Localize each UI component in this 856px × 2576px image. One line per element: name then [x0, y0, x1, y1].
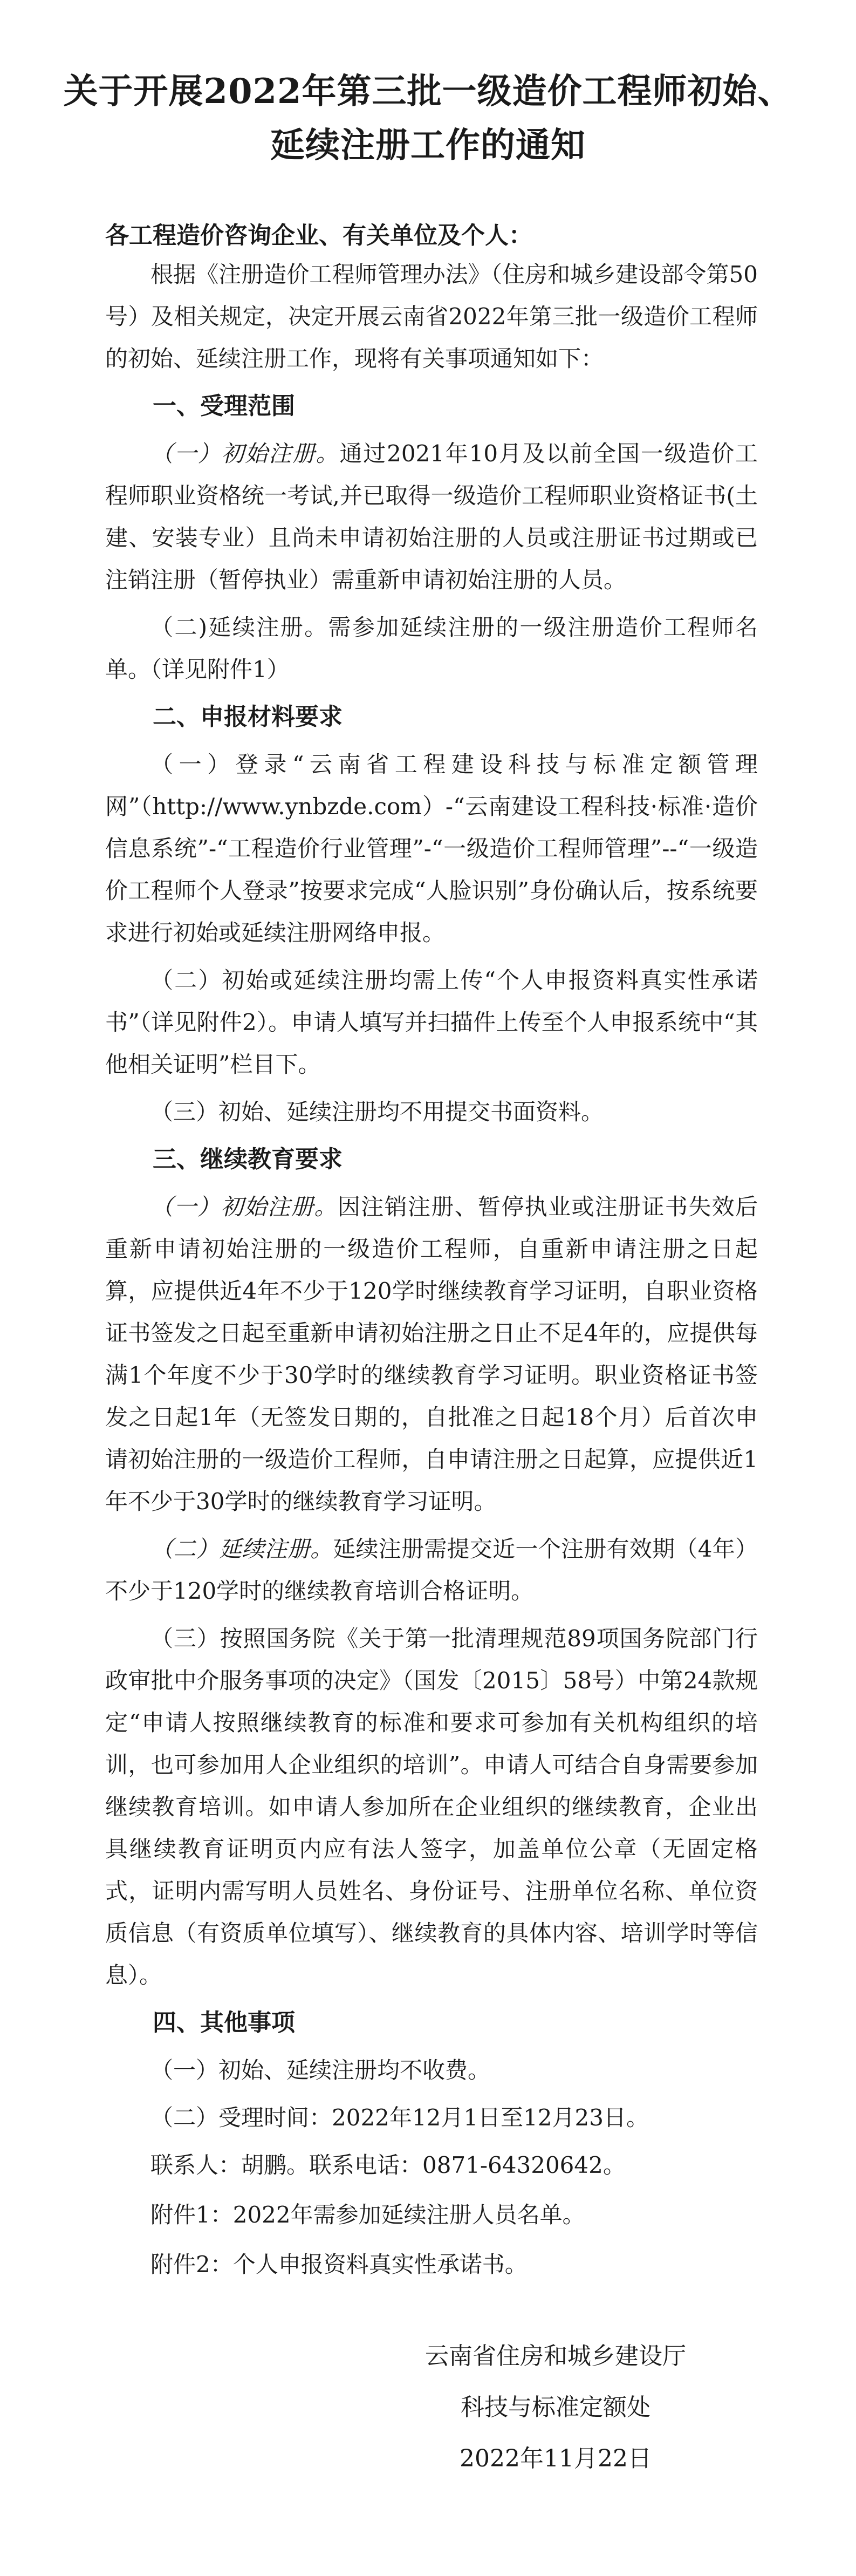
contact-info: 联系人：胡鹏。联系电话：0871-64320642。	[150, 2152, 626, 2178]
section-3-paragraph-2-text: 延续注册需提交近一个注册有效期（4年）不少于120学时的继续教育培训合格证明。	[105, 1536, 758, 1604]
document-title-line-1: 关于开展2022年第三批一级造价工程师初始、	[63, 71, 793, 112]
document-title-line-2: 延续注册工作的通知	[270, 125, 586, 166]
attachment-1: 附件1：2022年需参加延续注册人员名单。	[150, 2202, 585, 2228]
signature-org-2: 科技与标准定额处	[461, 2394, 650, 2421]
section-2-heading: 二、申报材料要求	[153, 703, 343, 731]
section-3-paragraph-3: （三）按照国务院《关于第一批清理规范89项国务院部门行政审批中介服务事项的决定》（国发〔2015〕58号）中第24款规定“申请人按照继续教育的标准和要求可参加有关机构组织的培训，也可参加用人企业组织的培训”。申请人可结合自身需要参加继续教育培训。如申请人参加所在企业组织的继续教育，企业出具继续教育证明页内应有法人签字，加盖单位公章（无固定格式，证明内需写明人员姓名、身份证号、注册单位名称、单位资质信息（有资质单位填写）、继续教育的具体内容、培训学时等信息）。	[105, 1625, 758, 1988]
addressee: 各工程造价咨询企业、有关单位及个人：	[105, 222, 532, 249]
section-1-paragraph-2	[105, 606, 758, 691]
document-body	[105, 254, 758, 2293]
attachment-2: 附件2：个人申报资料真实性承诺书。	[150, 2251, 528, 2278]
section-1-paragraph-1-text: 通过2021年10月及以前全国一级造价工程师职业资格统一考试,并已取得一级造价工程师职业资格证书(土建、安装专业）且尚未申请初始注册的人员或注册证书过期或已注销注册（暂停执业）需重新申请初始注册的人员。	[105, 440, 758, 593]
section-1-paragraph-2-text: 需参加延续注册的一级注册造价工程师名单。（详见附件1）	[105, 614, 758, 683]
section-2-paragraph-1: （一）登录“云南省工程建设科技与标准定额管理网”（http://www.ynbzde.com）-“云南建设工程科技·标准·造价信息系统”-“工程造价行业管理”-“一级造价工程师管理”--“一级造价工程师个人登录”按要求完成“人脸识别”身份确认后，按系统要求进行初始或延续注册网络申报。	[105, 751, 758, 946]
section-4-heading: 四、其他事项	[153, 2009, 295, 2036]
section-2-paragraph-2: （二）初始或延续注册均需上传“个人申报资料真实性承诺书”（详见附件2）。申请人填写并扫描件上传至个人申报系统中“其他相关证明”栏目下。	[105, 967, 758, 1078]
renewal-registration-label: （二)延续注册。	[150, 614, 328, 640]
signature-date: 2022年11月22日	[460, 2445, 652, 2472]
intro-paragraph: 根据《注册造价工程师管理办法》（住房和城乡建设部令第50号）及相关规定，决定开展云南省2022年第三批一级造价工程师的初始、延续注册工作，现将有关事项通知如下：	[105, 261, 758, 372]
section-3-paragraph-1	[105, 1186, 758, 1523]
section-4-paragraph-2: （二）受理时间：2022年12月1日至12月23日。	[150, 2104, 649, 2131]
section-1-heading: 一、受理范围	[153, 392, 295, 420]
section-4-paragraph-1: （一）初始、延续注册均不收费。	[150, 2057, 491, 2083]
section-2-paragraph-3: （三）初始、延续注册均不用提交书面资料。	[150, 1099, 604, 1125]
section-3-paragraph-2	[105, 1528, 758, 1612]
initial-registration-label-2: （一）初始注册。	[150, 1194, 338, 1220]
section-1-paragraph-1	[105, 433, 758, 601]
signature-org-1: 云南省住房和城乡建设厅	[425, 2342, 686, 2370]
initial-registration-label: （一）初始注册。	[150, 440, 340, 467]
section-3-paragraph-1-text: 因注销注册、暂停执业或注册证书失效后重新申请初始注册的一级造价工程师，自重新申请注册之日起算，应提供近4年不少于120学时继续教育学习证明，自职业资格证书签发之日起至重新申请初始注册之日止不足4年的，应提供每满1个年度不少于30学时的继续教育学习证明。职业资格证书签发之日起1年（无签发日期的，自批准之日起18个月）后首次申请初始注册的一级造价工程师，自申请注册之日起算，应提供近1年不少于30学时的继续教育学习证明。	[105, 1194, 758, 1515]
section-3-heading: 三、继续教育要求	[153, 1146, 343, 1173]
renewal-registration-label-2: （二）延续注册。	[150, 1536, 333, 1562]
